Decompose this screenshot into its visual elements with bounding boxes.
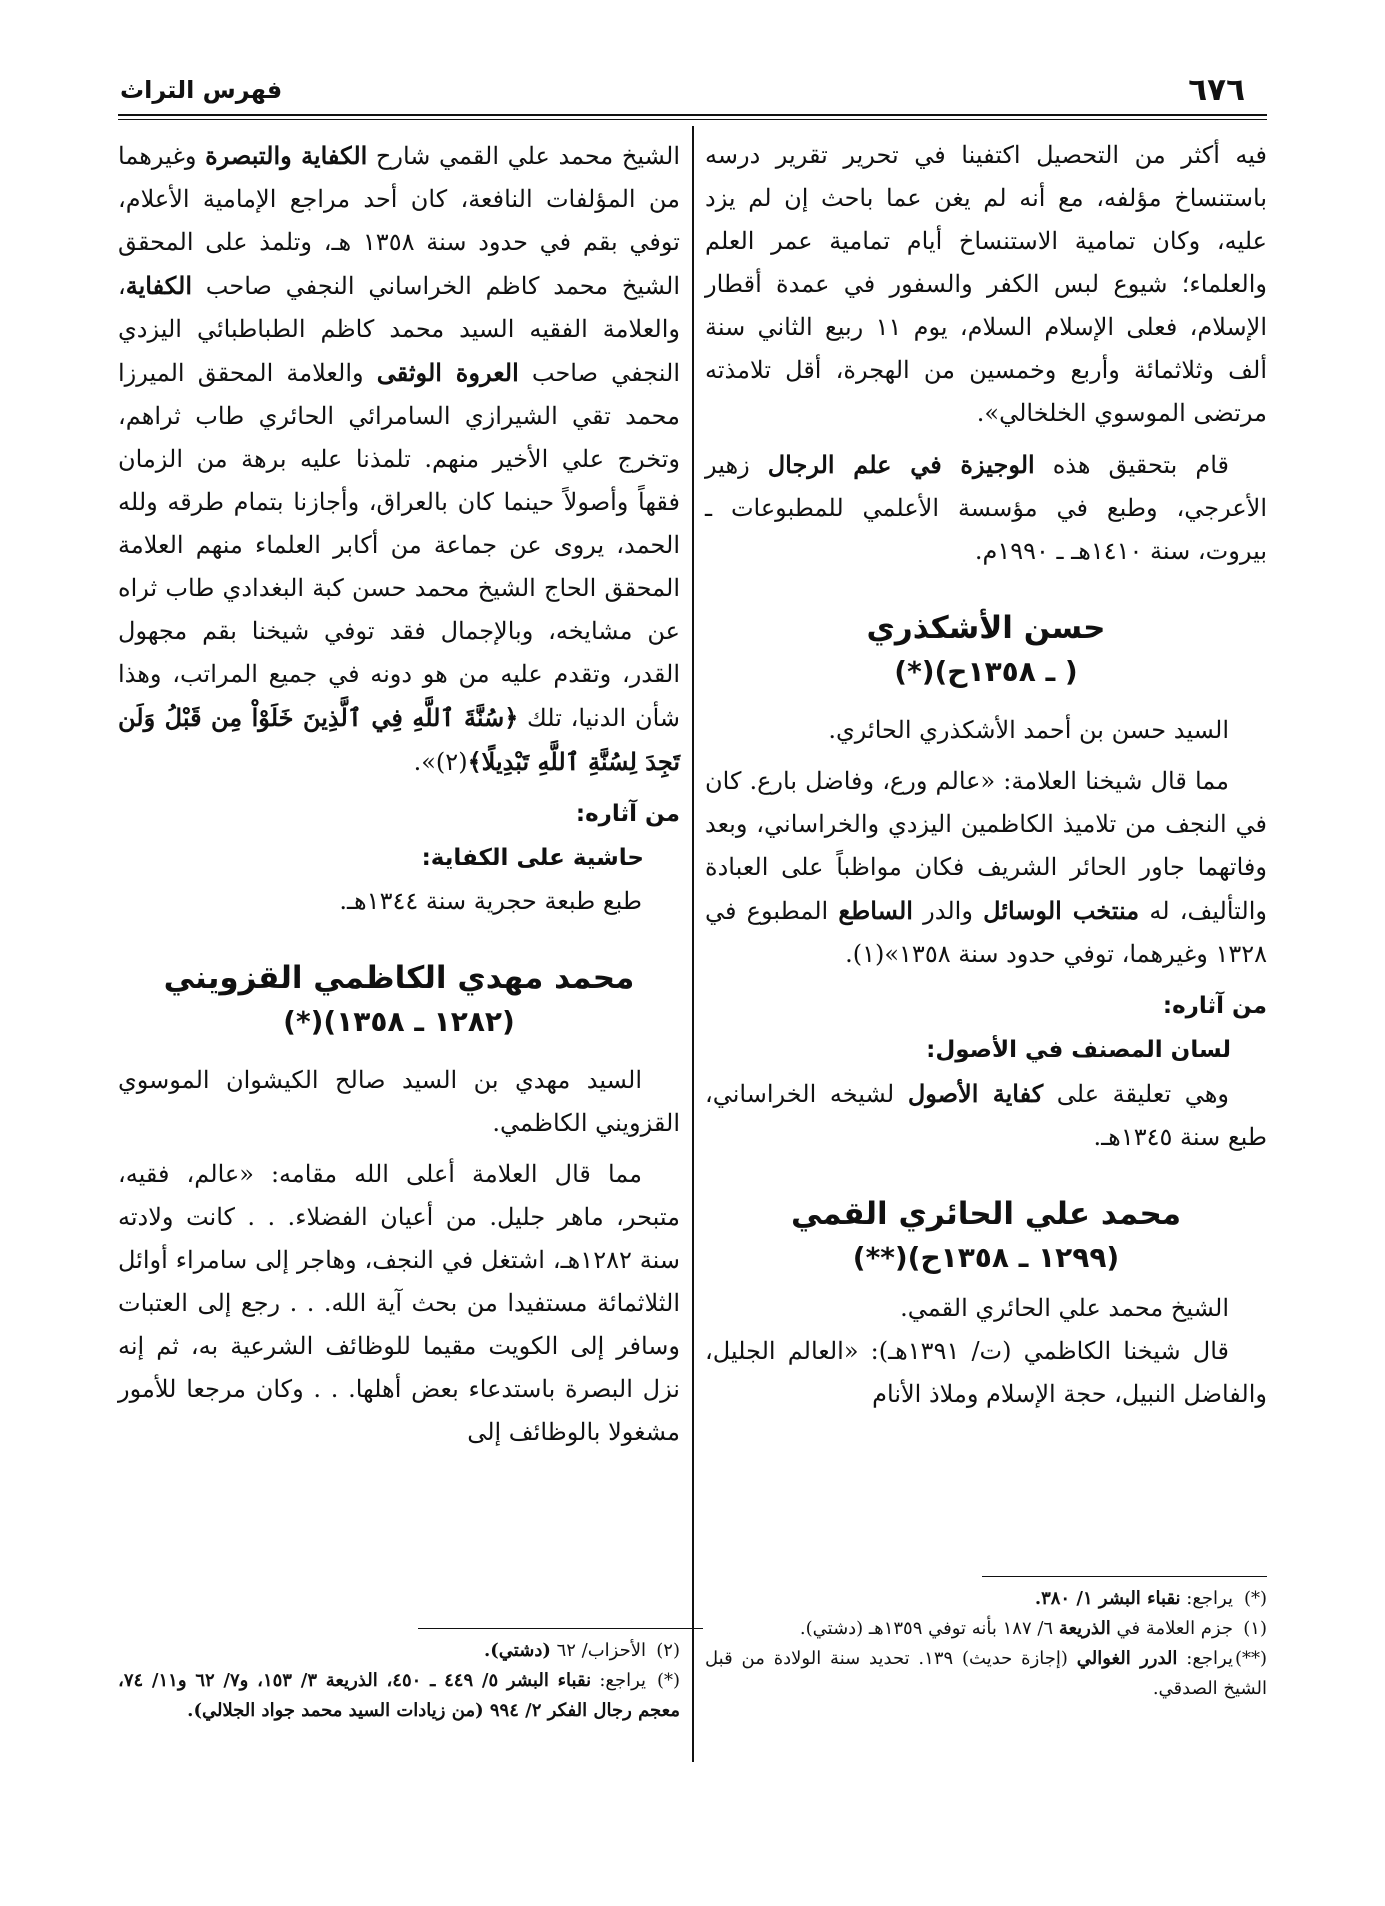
entry-intro: السيد مهدي بن السيد صالح الكيشوان الموسوي القزويني الكاظمي. <box>118 1066 680 1137</box>
entry-intro: السيد حسن بن أحمد الأشكذري الحائري. <box>828 716 1229 744</box>
works-label: من آثاره: <box>1162 993 1267 1019</box>
quran-verse: ﴿سُنَّةَ ٱللَّهِ فِي ٱلَّذِينَ خَلَوْاْ مِن قَبْلُ وَلَن تَجِدَ لِسُنَّةِ ٱللَّهِ تَبْدِيلًا﴾ <box>118 703 680 776</box>
footnote: (٢)الأحزاب/ ٦٢ (دشتي). <box>484 1640 680 1661</box>
work-description: وهي تعليقة على كفاية الأصول لشيخه الخراساني، طبع سنة ١٣٤٥هـ. <box>705 1079 1267 1151</box>
footnotes-right <box>705 1584 1267 1704</box>
entry-quote: مما قال العلامة أعلى الله مقامه: «عالم، فقيه، متبحر، ماهر جليل. من أعيان الفضلاء. . . كانت ولادته سنة ١٢٨٢هـ، اشتغل في النجف، وهاجر إلى سامراء أوائل الثلاثمائة مستفيدا من بحث آية الله. . . رجع إلى العتبات وسافر إلى الكويت مقيما للوظائف الشرعية به، ثم إنه نزل البصرة باستدعاء بعض أهلها. . . وكان مرجعا للأمور مشغولا بالوظائف إلى <box>118 1160 680 1446</box>
entry-heading <box>705 1191 1267 1279</box>
entry-dates: (١٢٩٩ ـ ١٣٥٨ح)(**) <box>852 1241 1120 1274</box>
entry-heading <box>118 955 680 1043</box>
paragraph: فيه أكثر من التحصيل اكتفينا في تحرير تقرير درسه باستنساخ مؤلفه، مع أنه لم يغن عما باحث إن لم يزد عليه، وكان تمامية الاستنساخ أيام تمامية عمر العلم والعلماء؛ شيوع لبس الكفر والسفور في عمدة أقطار الإسلام، فعلى الإسلام السلام، يوم ١١ ربيع الثاني سنة ألف وثلاثمائة وأربع وخمسين من الهجرة، أقل تلامذته مرتضى الموسوي الخلخالي». <box>705 141 1268 427</box>
footnote: (**)يراجع: الدرر الغوالي (إجازة حديث) ١٣٩. تحديد سنة الولادة من قبل الشيخ الصدقي. <box>705 1648 1267 1699</box>
footnotes-left <box>118 1636 680 1726</box>
entry-dates: ( ـ ١٣٥٨ح)(*) <box>894 655 1078 688</box>
entry-name: محمد مهدي الكاظمي القزويني <box>163 960 635 996</box>
work-title: لسان المصنف في الأصول: <box>926 1037 1231 1063</box>
entry-intro: الشيخ محمد علي الحائري القمي. <box>900 1294 1229 1322</box>
right-column <box>705 134 1267 1416</box>
footnote: (*)يراجع: نقباء البشر ٥/ ٤٤٩ ـ ٤٥٠، الذريعة ٣/ ١٥٣، و٧/ ٦٢ و١١/ ٧٤، معجم رجال الفكر ٢/ ٩٩٤ (من زيادات السيد محمد جواد الجلالي). <box>118 1670 681 1721</box>
entry-quote: مما قال شيخنا العلامة: «عالم ورع، وفاضل بارع. كان في النجف من تلاميذ الكاظمين اليزدي والخراساني، وبعد وفاتهما جاور الحائر الشريف فكان مواظباً على العبادة والتأليف، له منتخب الوسائل والدر الساطع المطبوع في ١٣٢٨ وغيرهما، توفي حدود سنة ١٣٥٨»(١). <box>705 767 1267 968</box>
entry-quote: قال شيخنا الكاظمي (ت/ ١٣٩١هـ): «العالم الجليل، والفاضل النبيل، حجة الإسلام وملاذ الأنام <box>705 1337 1267 1408</box>
running-title: فهرس التراث <box>120 76 283 104</box>
footnote: (١)جزم العلامة في الذريعة ٦/ ١٨٧ بأنه توفي ١٣٥٩هـ (دشتي). <box>799 1618 1267 1639</box>
left-column <box>118 134 680 1454</box>
work-description: طبع طبعة حجرية سنة ١٣٤٤هـ. <box>339 887 642 915</box>
works-label: من آثاره: <box>575 801 680 827</box>
entry-name: محمد علي الحائري القمي <box>790 1196 1182 1232</box>
column-divider <box>692 126 694 1762</box>
work-title: حاشية على الكفاية: <box>421 845 644 871</box>
footnote-rule <box>982 1576 1267 1577</box>
entry-heading <box>705 605 1267 693</box>
paragraph: قام بتحقيق هذه الوجيزة في علم الرجال زهير الأعرجي، وطبع في مؤسسة الأعلمي للمطبوعات ـ بيروت، سنة ١٤١٠هـ ـ ١٩٩٠م. <box>705 450 1267 565</box>
entry-dates: (١٢٨٢ ـ ١٣٥٨)(*) <box>283 1005 515 1038</box>
paragraph: الشيخ محمد علي القمي شارح الكفاية والتبصرة وغيرهما من المؤلفات النافعة، كان أحد مراجع الإمامية الأعلام، توفي بقم في حدود سنة ١٣٥٨ هـ، وتلمذ على المحقق الشيخ محمد كاظم الخراساني النجفي صاحب الكفاية، والعلامة الفقيه السيد محمد كاظم الطباطبائي اليزدي النجفي صاحب العروة الوثقى والعلامة المحقق الميرزا محمد تقي الشيرازي السامرائي الحائري طاب ثراهم، وتخرج علي الأخير منهم. تلمذنا عليه برهة من الزمان فقهاً وأصولاً حينما كان بالعراق، وأجازنا بتمام طرقه ولله الحمد، يروى عن جماعة من أكابر العلماء منهم العلامة المحقق الحاج الشيخ محمد حسن كبة البغدادي طاب ثراه عن مشايخه، وبالإجمال فقد توفي شيخنا بقم مجهول القدر، وتقدم عليه من هو دونه في جميع المراتب، وهذا شأن الدنيا، تلك ﴿سُنَّةَ ٱللَّهِ فِي ٱلَّذِينَ خَلَوْاْ مِن قَبْلُ وَلَن تَجِدَ لِسُنَّةِ ٱللَّهِ تَبْدِيلًا﴾(٢)». <box>118 141 681 776</box>
header-rule <box>118 114 1267 116</box>
entry-name: حسن الأشكذري <box>866 610 1106 646</box>
page-number: ٦٧٦ <box>1188 72 1245 108</box>
footnote: (*)يراجع: نقباء البشر ١/ ٣٨٠. <box>1034 1588 1267 1609</box>
header-rule-thin <box>118 119 1267 120</box>
footnote-rule <box>418 1628 703 1629</box>
